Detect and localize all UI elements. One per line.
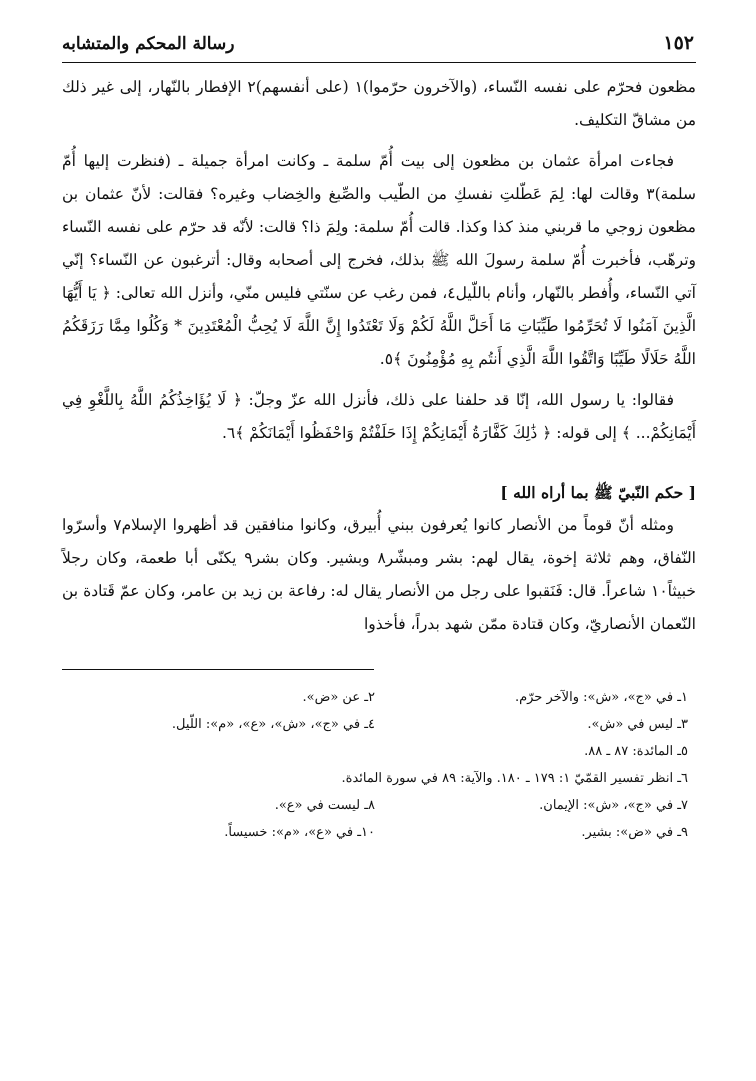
footnote-1: ١ـ في «ج»، «ش»: والآخر حرّم. bbox=[514, 690, 688, 705]
main-text bbox=[62, 71, 696, 641]
footnote-2: ٢ـ عن «ض». bbox=[302, 690, 375, 705]
paragraph-1: مظعون فحرّم على نفسه النّساء، (والآخرون حرّموا)١ (على أنفسهم)٢ الإفطار بالنّهار، إلى غير ذلك من مشاقّ التكليف. bbox=[62, 78, 696, 129]
section-heading: [ حكم النّبيّ ﷺ بما أراه الله ] bbox=[500, 483, 696, 502]
footnote-9: ٩ـ في «ض»: بشير. bbox=[581, 825, 688, 840]
footnote-6: ٦ـ انظر تفسير القمّيّ ١: ١٧٩ ـ ١٨٠. والآية: ٨٩ في سورة المائدة. bbox=[341, 771, 688, 786]
footnotes bbox=[62, 684, 696, 846]
paragraph-2: فجاءت امرأة عثمان بن مظعون إلى بيت أُمّ سلمة ـ وكانت امرأة جميلة ـ (فنظرت إليها أُمّ سلمة)٣ وقالت لها: لِمَ عَطّلتِ نفسكِ من الطّيب والصِّبغ والخِضاب وغيره؟ فقالت: لأنّ عثمان بن مظعون زوجي ما قربني منذ كذا وكذا. قالت أُمّ سلمة: ولِمَ ذا؟ قالت: لأنّه قد حرّم على نفسه النّساء وترهّب، فأخبرت أُمّ سلمة رسولَ الله ﷺ بذلك، فخرج إلى أصحابه وقال: أترغبون عن النّساء؟ إنّي آتي النّساء، وأُفطر بالنّهار، وأنام باللّيل٤، فمن رغب عن سنّتي فليس منّي، وأنزل الله تعالى: ﴿ يَا أَيُّهَا الَّذِينَ آمَنُوا لَا تُحَرِّمُوا طَيِّبَاتِ مَا أَحَلَّ اللَّهُ لَكُمْ وَلَا تَعْتَدُوا إِنَّ اللَّهَ لَا يُحِبُّ الْمُعْتَدِينَ * وَكُلُوا مِمَّا رَزَقَكُمُ اللَّهُ حَلَالًا طَيِّبًا وَاتَّقُوا اللَّهَ الَّذِي أَنتُم بِهِ مُؤْمِنُونَ ﴾٥. bbox=[62, 152, 696, 368]
paragraph-4: ومثله أنّ قوماً من الأنصار كانوا يُعرفون ببني أُبيرق، وكانوا منافقين قد أظهروا الإسلام٧ وأسرّوا النّفاق، وهم ثلاثة إخوة، يقال لهم: بشر ومبشّر٨ وبشير. وكان بشر٩ يكنّى أبا طعمة، وكان رجلاً خبيثاً١٠ شاعراً. قال: فَنَقبوا على رجل من الأنصار يقال له: رفاعة بن زيد بن عامر، وكان عمّ قَتادة بن النّعمان الأنصاريّ، وكان قتادة ممّن شهد بدراً، فأخذوا bbox=[62, 516, 696, 633]
footnote-divider bbox=[62, 669, 374, 670]
footnote-5: ٥ـ المائدة: ٨٧ ـ ٨٨. bbox=[584, 744, 688, 759]
book-page bbox=[62, 28, 696, 846]
running-title: رسالة المحكم والمتشابه bbox=[62, 34, 235, 54]
paragraph-3: فقالوا: يا رسول الله، إنّا قد حلفنا على ذلك، فأنزل الله عزّ وجلّ: ﴿ لَا يُؤَاخِذُكُمُ اللَّهُ بِاللَّغْوِ فِي أَيْمَانِكُمْ... ﴾ إلى قوله: ﴿ ذَٰلِكَ كَفَّارَةُ أَيْمَانِكُمْ إِذَا حَلَفْتُمْ وَاحْفَظُوا أَيْمَانَكُمْ ﴾٦. bbox=[62, 391, 696, 442]
footnote-3: ٣ـ ليس في «ش». bbox=[587, 717, 688, 732]
page-header bbox=[62, 28, 696, 63]
footnote-10: ١٠ـ في «ع»، «م»: خسيساً. bbox=[224, 825, 375, 840]
footnote-7: ٧ـ في «ج»، «ش»: الإيمان. bbox=[539, 798, 688, 813]
page-number: ١٥٢ bbox=[663, 32, 694, 54]
footnote-8: ٨ـ ليست في «ع». bbox=[274, 798, 375, 813]
footnote-4: ٤ـ في «ج»، «ش»، «ع»، «م»: اللّيل. bbox=[171, 717, 375, 732]
